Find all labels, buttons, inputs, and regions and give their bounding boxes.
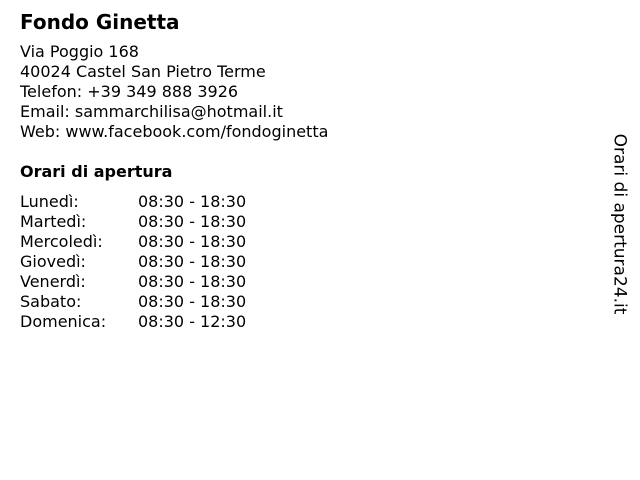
website-line: Web: www.facebook.com/fondoginetta [20, 122, 329, 141]
hours-row-wednesday [20, 232, 580, 252]
time-range: 08:30 - 18:30 [138, 272, 247, 291]
day-label: Sabato: [20, 292, 82, 311]
time-range: 08:30 - 18:30 [138, 192, 247, 211]
hours-row-saturday [20, 292, 580, 312]
time-range: 08:30 - 18:30 [138, 232, 247, 251]
address-line-2: 40024 Castel San Pietro Terme [20, 62, 266, 81]
day-label: Domenica: [20, 312, 107, 331]
hours-row-sunday [20, 312, 580, 332]
day-label: Giovedì: [20, 252, 86, 271]
hours-row-thursday [20, 252, 580, 272]
side-watermark [604, 133, 634, 315]
address-line-1: Via Poggio 168 [20, 42, 139, 61]
phone-line: Telefon: +39 349 888 3926 [20, 82, 239, 101]
opening-hours-list [20, 192, 580, 332]
day-label: Venerdì: [20, 272, 86, 291]
day-label: Martedì: [20, 212, 87, 231]
time-range: 08:30 - 18:30 [138, 292, 247, 311]
time-range: 08:30 - 18:30 [138, 212, 247, 231]
hours-row-tuesday [20, 212, 580, 232]
opening-hours-title: Orari di apertura [20, 162, 173, 181]
day-label: Lunedì: [20, 192, 79, 211]
email-line: Email: sammarchilisa@hotmail.it [20, 102, 283, 121]
business-name: Fondo Ginetta [20, 10, 180, 34]
day-label: Mercoledì: [20, 232, 103, 251]
hours-row-monday [20, 192, 580, 212]
time-range: 08:30 - 12:30 [138, 312, 247, 331]
business-card [20, 10, 580, 332]
hours-row-friday [20, 272, 580, 292]
time-range: 08:30 - 18:30 [138, 252, 247, 271]
side-watermark-text: Orari di apertura24.it [609, 133, 629, 315]
